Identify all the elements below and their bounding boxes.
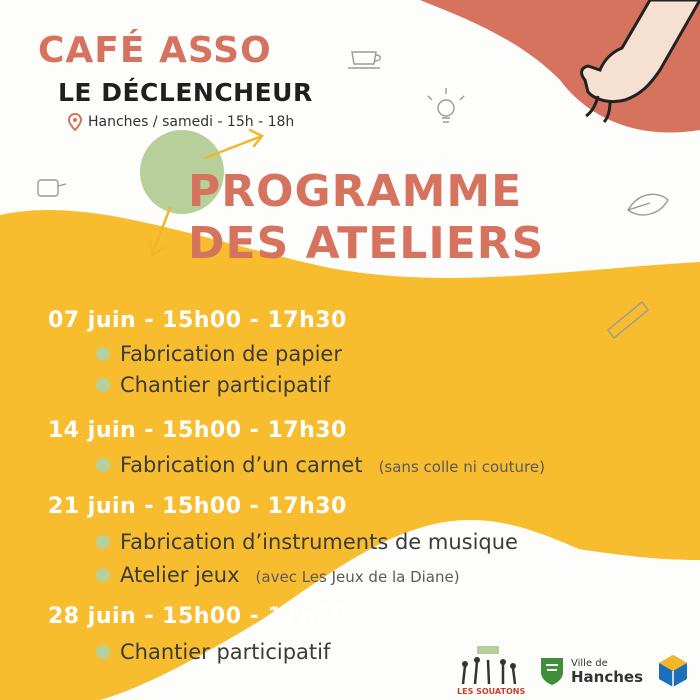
- workshop-item: [96, 640, 330, 664]
- ville-hanches-logo: [539, 656, 643, 686]
- program-title-line-1: PROGRAMME: [188, 166, 523, 217]
- ville-big-text: Hanches: [571, 667, 644, 686]
- souatons-hands-icon: [455, 646, 525, 686]
- location-line: [68, 113, 294, 131]
- workshop-label: Fabrication d’instruments de musique: [120, 530, 518, 554]
- workshop-label: Fabrication d’un carnet: [120, 453, 363, 477]
- cube-logo-icon: [657, 653, 689, 689]
- program-title-line-2: DES ATELIERS: [188, 218, 545, 269]
- bullet-dot: [96, 347, 110, 361]
- session-date: 14 juin - 15h00 - 17h30: [48, 418, 347, 443]
- location-text: Hanches / samedi - 15h - 18h: [88, 114, 295, 130]
- souatons-logo: [455, 646, 525, 696]
- souatons-text: LES SOUATONS: [457, 687, 526, 696]
- bullet-dot: [96, 645, 110, 659]
- workshop-item: [96, 530, 518, 554]
- workshop-label: Fabrication de papier: [120, 342, 342, 366]
- bullet-dot: [96, 568, 110, 582]
- cafe-asso-title: CAFÉ ASSO: [38, 30, 272, 71]
- workshop-note: (avec Les Jeux de la Diane): [255, 568, 460, 586]
- workshop-label: Atelier jeux: [120, 563, 240, 587]
- workshop-item: [96, 453, 545, 477]
- workshop-item: [96, 342, 342, 366]
- declencheur-logo: [58, 78, 313, 107]
- shield-icon: [539, 656, 565, 686]
- workshop-label: Chantier participatif: [120, 373, 331, 397]
- bullet-dot: [96, 458, 110, 472]
- partner-logos: [455, 646, 689, 696]
- bullet-dot: [96, 535, 110, 549]
- program-title: [188, 166, 544, 270]
- declencheur-part-a: LE DÉ: [58, 78, 141, 107]
- session-date: 28 juin - 15h00 - 17h30: [48, 604, 347, 629]
- declencheur-part-b: CLENCHEUR: [140, 78, 313, 107]
- workshop-note: (sans colle ni couture): [378, 458, 545, 476]
- bullet-dot: [96, 378, 110, 392]
- location-pin-icon: [68, 113, 82, 131]
- workshop-item: [96, 373, 330, 397]
- workshop-label: Chantier participatif: [120, 640, 331, 664]
- workshop-item: [96, 563, 460, 587]
- session-date: 07 juin - 15h00 - 17h30: [48, 308, 347, 333]
- ville-small-text: Ville de: [571, 657, 608, 669]
- session-date: 21 juin - 15h00 - 17h30: [48, 494, 347, 519]
